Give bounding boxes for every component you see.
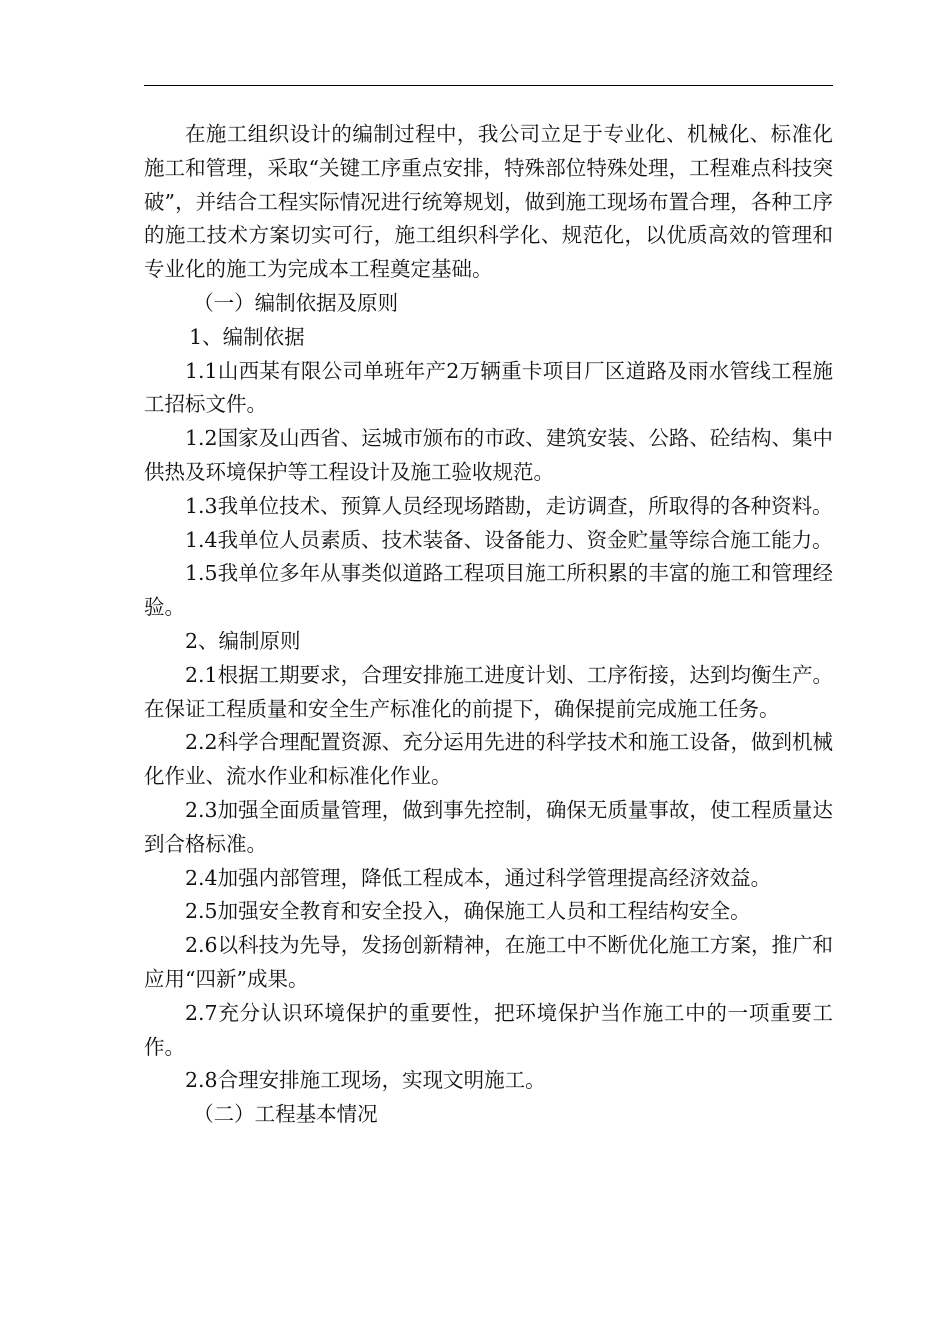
section-heading-project-overview: （二）工程基本情况 bbox=[193, 1102, 378, 1127]
section-heading-basis-principles: （一）编制依据及原则 bbox=[193, 290, 399, 315]
principle-item: 2.4加强内部管理，降低工程成本，通过科学管理提高经济效益。 bbox=[185, 865, 772, 890]
basis-item: 1.1山西某有限公司单班年产2万辆重卡项目厂区道路及雨水管线工程施工招标文件。 bbox=[144, 358, 833, 417]
principle-item: 2.1根据工期要求，合理安排施工进度计划、工序衔接，达到均衡生产。在保证工程质量和安全生产标准化的前提下，确保提前完成施工任务。 bbox=[144, 662, 833, 721]
header-rule bbox=[144, 85, 833, 86]
principle-item: 2.5加强安全教育和安全投入，确保施工人员和工程结构安全。 bbox=[185, 899, 751, 924]
subheading-principles: 2、编制原则 bbox=[185, 628, 301, 653]
principle-item: 2.7充分认识环境保护的重要性，把环境保护当作施工中的一项重要工作。 bbox=[144, 1000, 833, 1059]
basis-item: 1.4我单位人员素质、技术装备、设备能力、资金贮量等综合施工能力。 bbox=[185, 527, 833, 552]
subheading-basis: 1、编制依据 bbox=[189, 324, 305, 349]
principle-item: 2.6以科技为先导，发扬创新精神，在施工中不断优化施工方案，推广和应用“四新”成果。 bbox=[144, 933, 833, 991]
basis-item: 1.3我单位技术、预算人员经现场踏勘，走访调查，所取得的各种资料。 bbox=[185, 493, 833, 518]
principle-item: 2.2科学合理配置资源、充分运用先进的科学技术和施工设备，做到机械化作业、流水作业和标准化作业。 bbox=[144, 730, 833, 789]
basis-item: 1.2国家及山西省、运城市颁布的市政、建筑安装、公路、砼结构、集中供热及环境保护等工程设计及施工验收规范。 bbox=[144, 426, 833, 484]
document-body bbox=[144, 118, 833, 1132]
principle-item: 2.3加强全面质量管理，做到事先控制，确保无质量事故，使工程质量达到合格标准。 bbox=[144, 797, 833, 856]
intro-paragraph: 在施工组织设计的编制过程中，我公司立足于专业化、机械化、标准化施工和管理，采取“关键工序重点安排，特殊部位特殊处理，工程难点科技突破”，并结合工程实际情况进行统筹规划，做到施工现场布置合理，各种工序的施工技术方案切实可行，施工组织科学化、规范化，以优质高效的管理和专业化的施工为完成本工程奠定基础。 bbox=[144, 122, 833, 282]
principle-item: 2.8合理安排施工现场，实现文明施工。 bbox=[185, 1068, 546, 1093]
basis-item: 1.5我单位多年从事类似道路工程项目施工所积累的丰富的施工和管理经验。 bbox=[144, 561, 833, 620]
